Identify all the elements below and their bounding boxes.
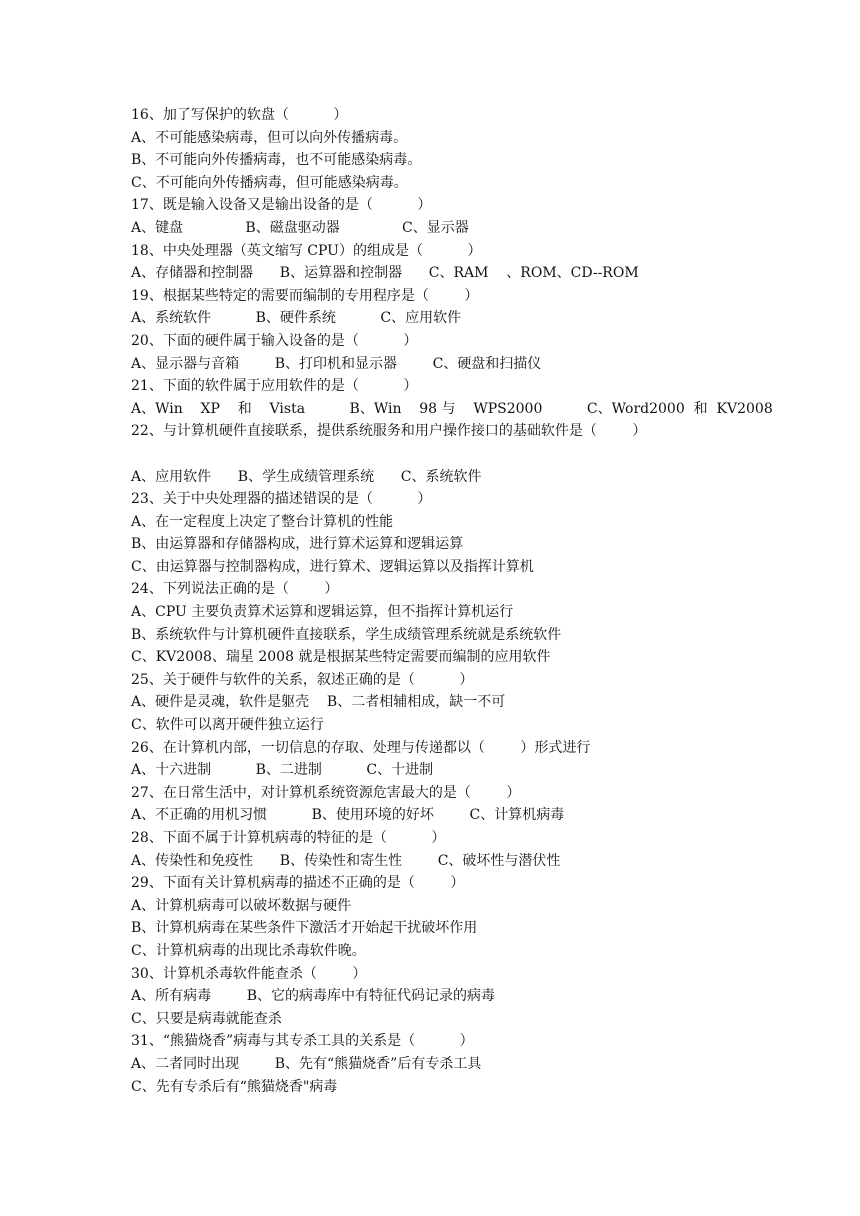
options-22: A、应用软件 B、学生成绩管理系统 C、系统软件: [131, 468, 482, 485]
question-21: 21、下面的软件属于应用软件的是（ ）: [131, 378, 418, 395]
question-20: 20、下面的硬件属于输入设备的是（ ）: [131, 332, 418, 349]
options-28: A、传染性和免疫性 B、传染性和寄生性 C、破坏性与潜伏性: [131, 852, 561, 869]
question-23: 23、关于中央处理器的描述错误的是（ ）: [131, 491, 432, 508]
option-23b: B、由运算器和存储器构成，进行算术运算和逻辑运算: [131, 536, 464, 553]
option-24a: A、CPU 主要负责算术运算和逻辑运算，但不指挥计算机运行: [131, 604, 514, 621]
options-26: A、十六进制 B、二进制 C、十进制: [131, 762, 434, 779]
option-25c: C、软件可以离开硬件独立运行: [131, 717, 324, 734]
question-19: 19、根据某些特定的需要而编制的专用程序是（ ）: [131, 287, 479, 304]
option-16c: C、不可能向外传播病毒，但可能感染病毒。: [131, 174, 408, 191]
blank-line: [131, 443, 831, 466]
question-26: 26、在计算机内部，一切信息的存取、处理与传递都以（ ）形式进行: [131, 739, 591, 756]
option-16a: A、不可能感染病毒，但可以向外传播病毒。: [131, 129, 408, 146]
option-24c: C、KV2008、瑞星 2008 就是根据某些特定需要而编制的应用软件: [131, 649, 551, 666]
options-31ab: A、二者同时出现 B、先有“熊猫烧香”后有专杀工具: [131, 1055, 482, 1072]
option-30c: C、只要是病毒就能查杀: [131, 1010, 282, 1027]
question-29: 29、下面有关计算机病毒的描述不正确的是（ ）: [131, 875, 465, 892]
question-16: 16、加了写保护的软盘（ ）: [131, 107, 348, 123]
question-31: 31、“熊猫烧香”病毒与其专杀工具的关系是（ ）: [131, 1033, 474, 1050]
question-27: 27、在日常生活中，对计算机系统资源危害最大的是（ ）: [131, 784, 521, 801]
option-29b: B、计算机病毒在某些条件下激活才开始起干扰破坏作用: [131, 920, 478, 937]
option-24b: B、系统软件与计算机硬件直接联系，学生成绩管理系统就是系统软件: [131, 626, 562, 643]
option-23a: A、在一定程度上决定了整台计算机的性能: [131, 513, 394, 530]
question-28: 28、下面不属于计算机病毒的特征的是（ ）: [131, 830, 446, 846]
option-23c: C、由运算器与控制器构成，进行算术、逻辑运算以及指挥计算机: [131, 558, 534, 575]
options-30ab: A、所有病毒 B、它的病毒库中有特征代码记录的病毒: [131, 988, 495, 1005]
option-16b: B、不可能向外传播病毒，也不可能感染病毒。: [131, 152, 422, 169]
option-31c: C、先有专杀后有“熊猫烧香"病毒: [131, 1078, 338, 1095]
question-list: [131, 104, 831, 1098]
options-21: A、Win XP 和 Vista B、Win 98 与 WPS2000 C、Word2000 和 KV2008: [131, 400, 773, 417]
options-27: A、不正确的用机习惯 B、使用环境的好坏 C、计算机病毒: [131, 807, 565, 824]
options-20: A、显示器与音箱 B、打印机和显示器 C、硬盘和扫描仪: [131, 355, 542, 372]
question-24: 24、下列说法正确的是（ ）: [131, 581, 339, 598]
option-29c: C、计算机病毒的出现比杀毒软件晚。: [131, 942, 366, 959]
question-18: 18、中央处理器（英文缩写 CPU）的组成是（ ）: [131, 242, 482, 259]
options-18: A、存储器和控制器 B、运算器和控制器 C、RAM 、ROM、CD--ROM: [131, 265, 639, 282]
question-25: 25、关于硬件与软件的关系，叙述正确的是（ ）: [131, 671, 474, 688]
question-22: 22、与计算机硬件直接联系，提供系统服务和用户操作接口的基础软件是（ ）: [131, 423, 647, 440]
option-29a: A、计算机病毒可以破坏数据与硬件: [131, 897, 352, 914]
question-17: 17、既是输入设备又是输出设备的是（ ）: [131, 197, 432, 214]
question-30: 30、计算机杀毒软件能查杀（ ）: [131, 965, 367, 982]
options-25ab: A、硬件是灵魂，软件是躯壳 B、二者相辅相成，缺一不可: [131, 694, 506, 711]
options-17: A、键盘 B、磁盘驱动器 C、显示器: [131, 219, 469, 236]
options-19: A、系统软件 B、硬件系统 C、应用软件: [131, 310, 462, 327]
